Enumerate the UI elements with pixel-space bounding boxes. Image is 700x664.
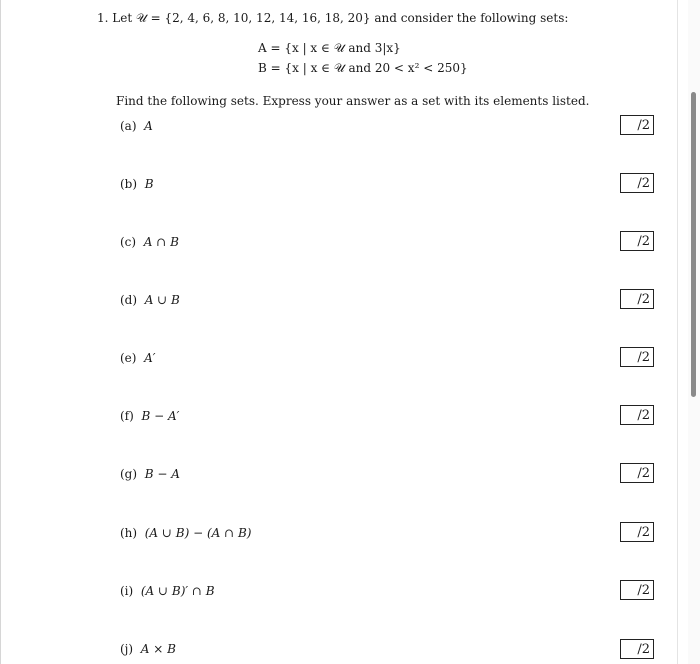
part-j-marks-box: /2 bbox=[620, 639, 654, 659]
part-a: (a) A bbox=[120, 119, 153, 133]
page-right-border bbox=[677, 0, 678, 664]
part-e-marks-box: /2 bbox=[620, 347, 654, 367]
instruction-text: Find the following sets. Express your answer as a set with its elements listed. bbox=[116, 94, 590, 108]
part-d: (d) A ∪ B bbox=[120, 293, 180, 307]
question-intro-text: Let 𝒰 = {2, 4, 6, 8, 10, 12, 14, 16, 18, 20} and consider the following sets: bbox=[112, 11, 569, 25]
part-b-expression: B bbox=[144, 177, 154, 191]
part-c-marks-box: /2 bbox=[620, 231, 654, 251]
question-number: 1. bbox=[97, 11, 109, 25]
set-definitions bbox=[258, 38, 468, 78]
set-a-definition: A = {x | x ∈ 𝒰 and 3|x} bbox=[258, 41, 401, 55]
part-g-expression: B − A bbox=[144, 467, 180, 481]
vertical-scrollbar[interactable] bbox=[688, 0, 700, 664]
part-f: (f) B − A′ bbox=[120, 409, 180, 423]
part-h: (h) (A ∪ B) − (A ∩ B) bbox=[120, 526, 252, 540]
scrollbar-thumb[interactable] bbox=[691, 92, 696, 397]
part-f-expression: B − A′ bbox=[141, 409, 180, 423]
page-left-border bbox=[0, 0, 1, 664]
set-b-definition: B = {x | x ∈ 𝒰 and 20 < x² < 250} bbox=[258, 61, 468, 75]
part-d-marks-box: /2 bbox=[620, 289, 654, 309]
part-d-expression: A ∪ B bbox=[144, 293, 180, 307]
part-i-expression: (A ∪ B)′ ∩ B bbox=[140, 584, 215, 598]
part-j-expression: A × B bbox=[140, 642, 176, 656]
part-b-marks-box: /2 bbox=[620, 173, 654, 193]
part-e-expression: A′ bbox=[144, 351, 156, 365]
part-h-expression: (A ∪ B) − (A ∩ B) bbox=[144, 526, 252, 540]
part-a-expression: A bbox=[144, 119, 153, 133]
question-intro bbox=[97, 11, 568, 26]
part-i: (i) (A ∪ B)′ ∩ B bbox=[120, 584, 215, 598]
part-e: (e) A′ bbox=[120, 351, 156, 365]
part-a-marks-box: /2 bbox=[620, 115, 654, 135]
part-f-marks-box: /2 bbox=[620, 405, 654, 425]
part-g: (g) B − A bbox=[120, 467, 180, 481]
part-c-expression: A ∩ B bbox=[143, 235, 179, 249]
part-c: (c) A ∩ B bbox=[120, 235, 179, 249]
part-g-marks-box: /2 bbox=[620, 463, 654, 483]
part-b: (b) B bbox=[120, 177, 154, 191]
part-i-marks-box: /2 bbox=[620, 580, 654, 600]
part-j: (j) A × B bbox=[120, 642, 176, 656]
part-h-marks-box: /2 bbox=[620, 522, 654, 542]
